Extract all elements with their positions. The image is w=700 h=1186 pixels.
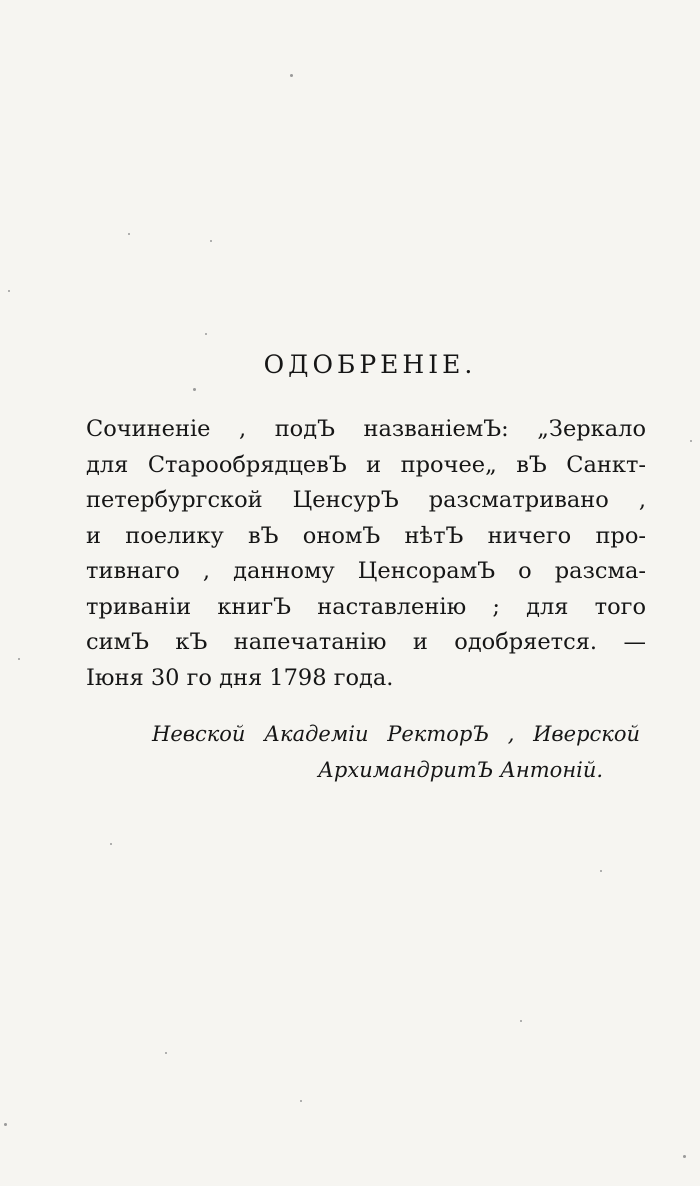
text-line: петербургской ЦенсурЪ разсматривано , xyxy=(86,487,646,513)
page-title: ОДОБРЕНІЕ. xyxy=(263,350,477,379)
date-line: Іюня 30 го дня 1798 года. xyxy=(86,664,394,691)
text-line: тивнаго , данному ЦенсорамЪ о разсма- xyxy=(86,558,646,584)
text-line: для СтарообрядцевЪ и прочее„ вЪ Санкт- xyxy=(86,451,646,478)
text-line: триваніи книгЪ наставленію ; для того xyxy=(86,593,646,620)
signature-line-1: Невской Академіи РекторЪ , Иверской xyxy=(152,722,640,746)
approval-text xyxy=(86,412,646,696)
text-line: симЪ кЪ напечатанію и одобряется. — xyxy=(86,629,646,655)
text-line: Сочиненіе , подЪ названіемЪ: „Зеркало xyxy=(86,416,646,442)
text-line: и поелику вЪ ономЪ нѣтЪ ничего про- xyxy=(86,522,646,549)
signature-line-2: АрхимандритЪ Антоній. xyxy=(318,758,604,782)
